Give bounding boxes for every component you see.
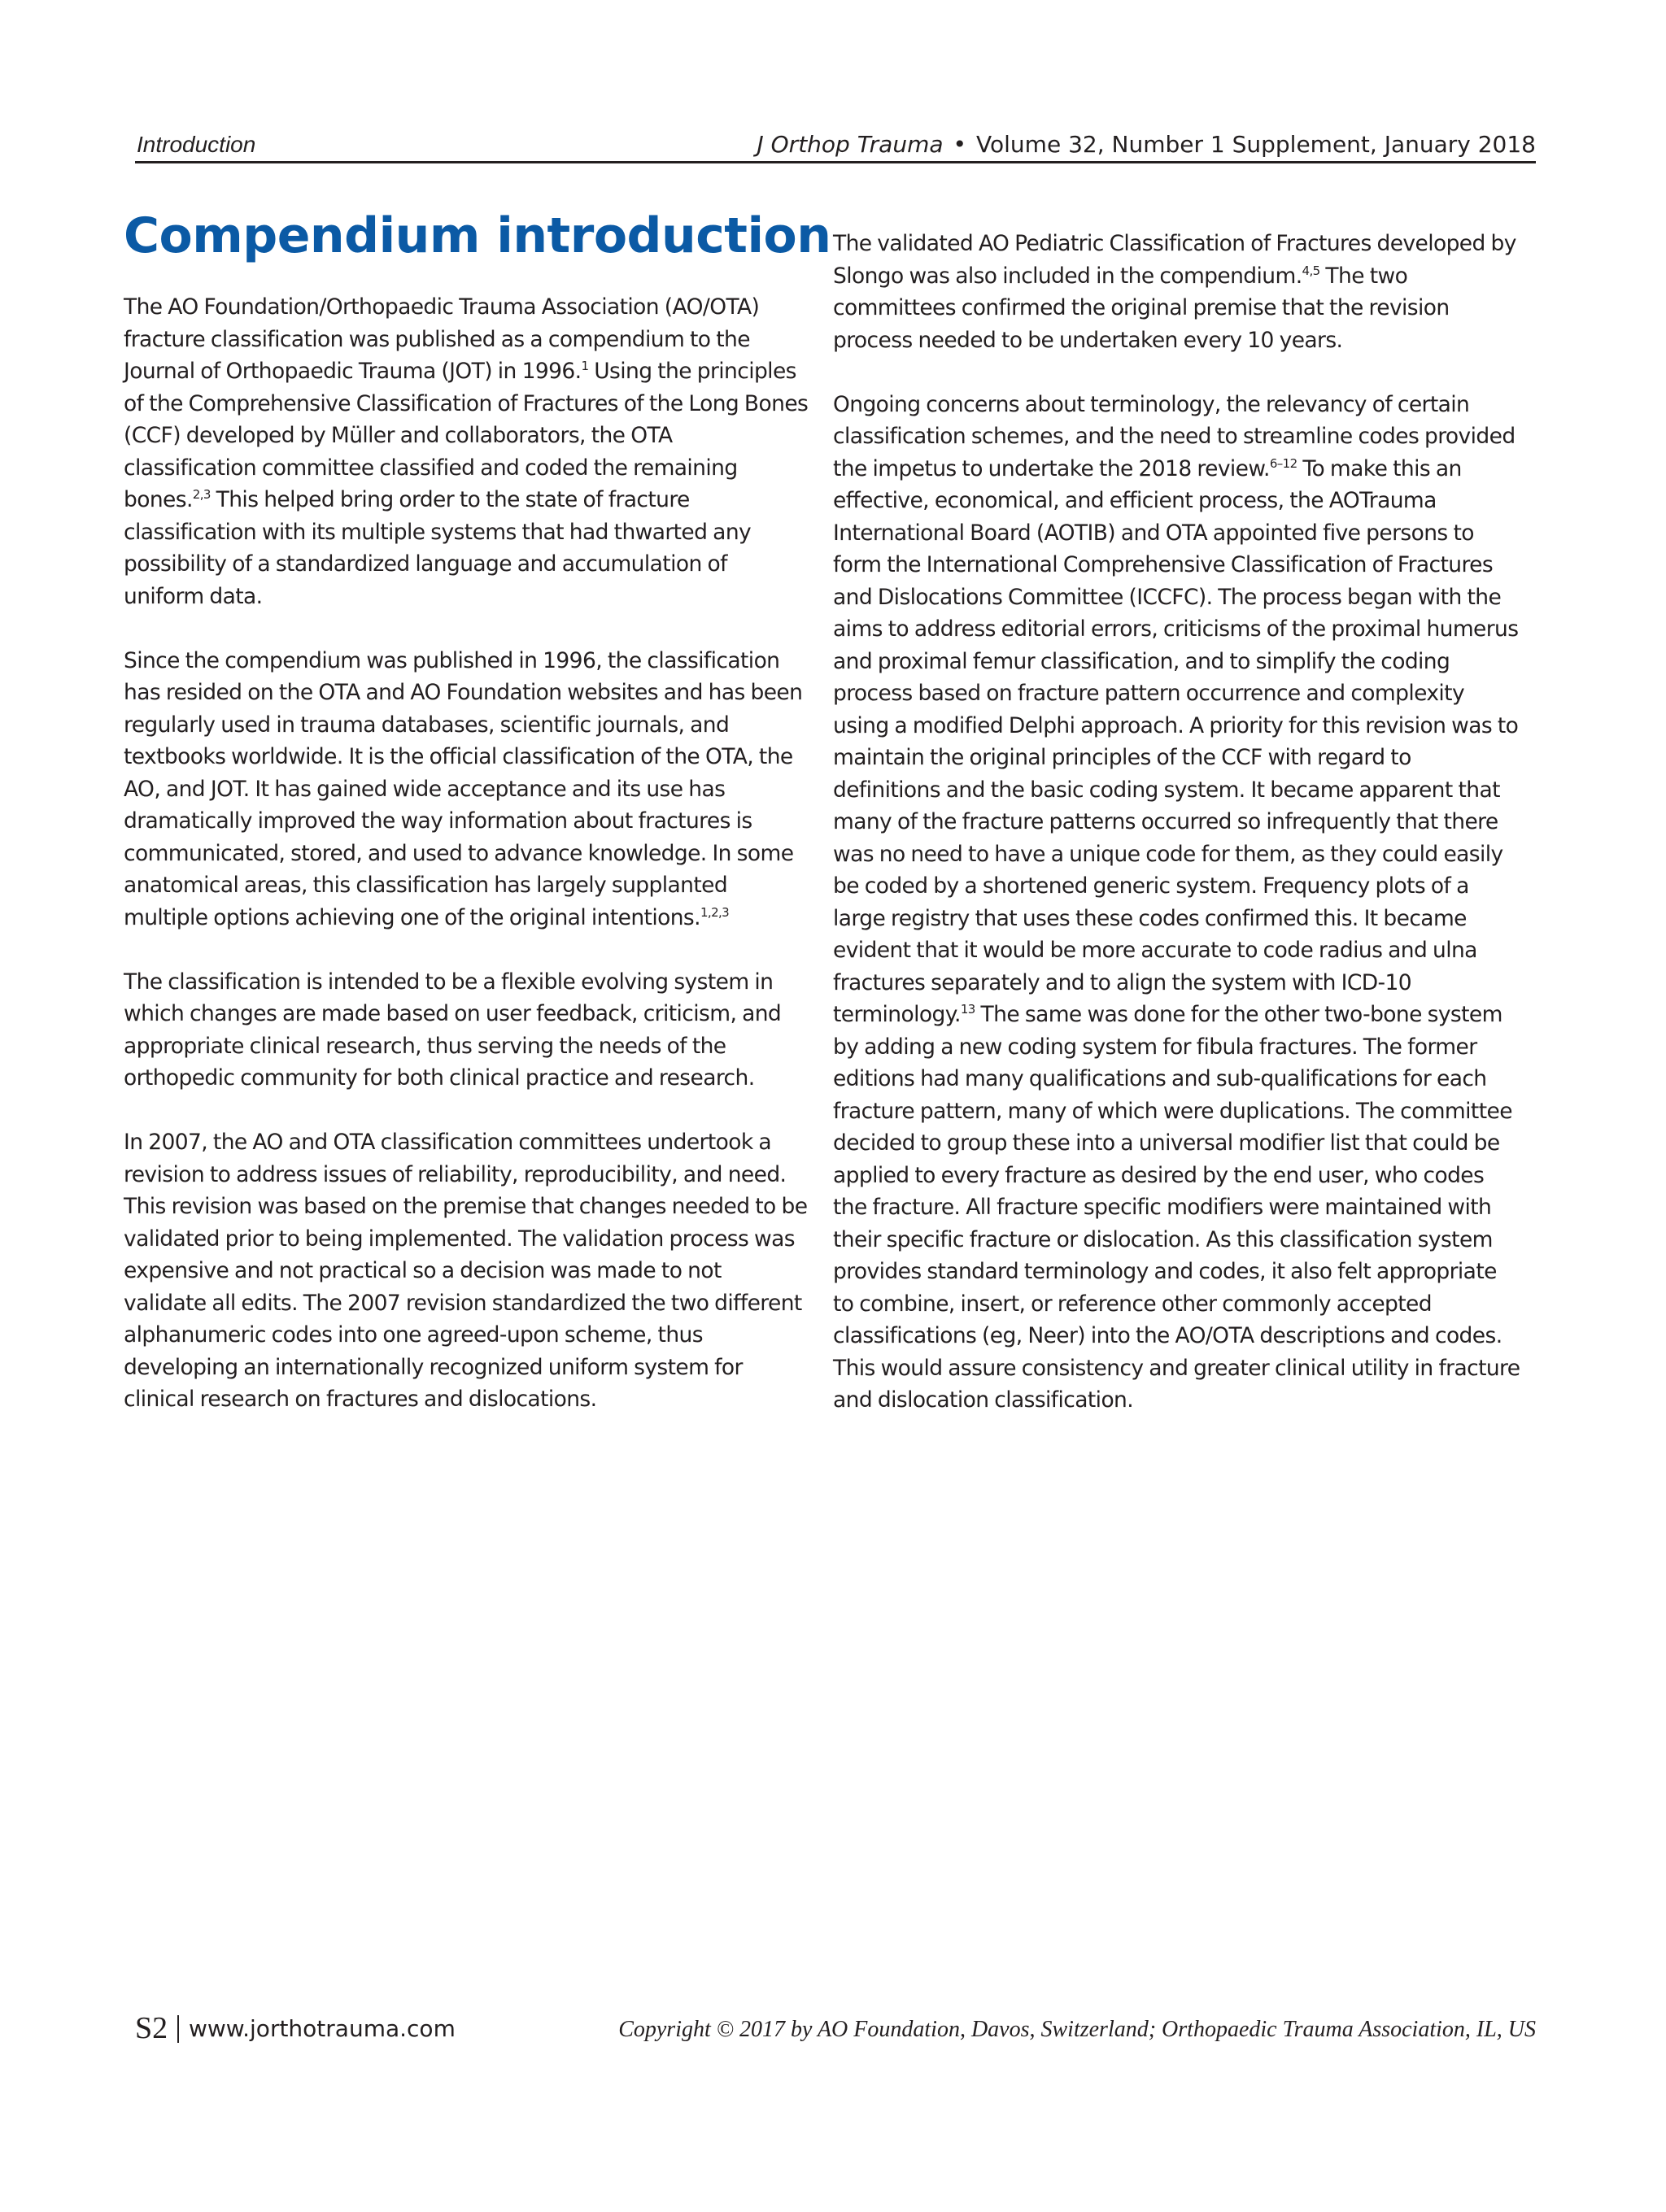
header-journal-citation [757,125,1536,164]
citation-ref: 2,3 [192,487,211,502]
header-bullet: • [953,131,967,158]
header-journal-name: J Orthop Trauma [757,131,944,158]
paragraph-left-2 [124,645,809,934]
page-number: S2 [135,2011,168,2045]
article-title: Compendium introduction [124,207,831,264]
paragraph-left-1 [124,291,809,612]
paragraph-text: The two committees confirmed the original premise that the revision process needed to be undertaken every 10 years. [833,263,1450,353]
page-footer [135,2005,1536,2054]
journal-url-link[interactable]: www.jorthotrauma.com [189,2015,456,2042]
citation-ref: 4,5 [1302,263,1320,278]
paragraph-left-3: The classification is intended to be a flexible evolving system in which changes are made based on user feedback, criticism, and appropriate clinical research, thus serving the needs of the orthopedic community for both clinical practice and research. [124,969,782,1091]
paragraph-right-2 [833,389,1521,1417]
running-header [135,122,1536,163]
header-section-label: Introduction [137,132,256,157]
paragraph-text: Ongoing concerns about terminology, the relevancy of certain classification schemes, and the need to streamline codes provided the impetus to undertake the 2018 review. [833,391,1516,481]
right-column [833,228,1521,1448]
citation-ref: 13 [960,1002,975,1017]
paragraph-left-4: In 2007, the AO and OTA classification committees undertook a revision to address issues of reliability, reproducibility, and need. This revision was based on the premise that changes needed to be validated prior to being implemented. The validation process was expensive and not practical so a decision was made to not validate all edits. The 2007 revision standardized the two different alphanumeric codes into one agreed-upon scheme, thus developing an internationally recognized uniform system for clinical research on fractures and dislocations. [124,1130,808,1412]
paragraph-text: Using the principles of the Comprehensive Classification of Fractures of the Long Bones (CCF) developed by Müller and collaborators, the OTA classification committee classified and coded the remaining bones. [124,359,809,512]
paragraph-text: Since the compendium was published in 1996, the classification has resided on the OTA and AO Foundation websites and has been regularly used in trauma databases, scientific journals, and textbooks worldwide. It is the official classification of the OTA, the AO, and JOT. It has gained wide acceptance and its use has dramatically improved the way information about fractures is communicated, stored, and used to advance knowledge. In some anatomical areas, this classification has largely supplanted multiple options achieving one of the original intentions. [124,647,803,930]
paragraph-text: This helped bring order to the state of fracture classification with its multiple systems that had thwarted any possibility of a standardized language and accumulation of uniform data. [124,487,752,609]
citation-ref: 1,2,3 [700,904,730,920]
left-column [124,291,809,1448]
paragraph-right-1 [833,228,1521,356]
copyright-notice: Copyright © 2017 by AO Foundation, Davos, Switzerland; Orthopaedic Trauma Association, IL, US [618,2017,1536,2042]
paragraph-text: To make this an effective, economical, and efficient process, the AOTrauma International Board (AOTIB) and OTA appointed five persons to form the International Comprehensive Classification of Fractures and Dislocations Committee (ICCFC). The process began with the aims to address editorial errors, criticisms of the proximal humerus and proximal femur classification, and to simplify the coding process based on fracture pattern occurrence and complexity using a modified Delphi approach. A priority for this revision was to maintain the original principles of the CCF with regard to definitions and the basic coding system. It became apparent that many of the fracture patterns occurred so infrequently that there was no need to have a unique code for them, as they could easily be coded by a shortened generic system. Frequency plots of a large registry that uses these codes confirmed this. It became evident that it would be more accurate to code radius and ulna fractures separately and to align the system with ICD-10 terminology. [833,455,1519,1027]
paragraph-text: The validated AO Pediatric Classification of Fractures developed by Slongo was also included in the compendium. [833,231,1516,289]
header-issue: Volume 32, Number 1 Supplement, January 2018 [976,131,1536,158]
citation-ref: 6–12 [1269,455,1297,471]
footer-divider [177,2015,179,2043]
paragraph-text: The AO Foundation/Orthopaedic Trauma Association (AO/OTA) fracture classification was published as a compendium to the Journal of Orthopaedic Trauma (JOT) in 1996. [124,294,760,384]
citation-ref: 1 [581,359,589,373]
paragraph-text: The same was done for the other two-bone system by adding a new coding system for fibula fractures. The former editions had many qualifications and sub-qualifications for each fracture pattern, many of which were duplications. The committee decided to group these into a universal modifier list that could be applied to every fracture as desired by the end user, who codes the fracture. All fracture specific modifiers were maintained with their specific fracture or dislocation. As this classification system provides standard terminology and codes, it also felt appropriate to combine, insert, or reference other commonly accepted classifications (eg, Neer) into the AO/OTA descriptions and codes. This would assure consistency and greater clinical utility in fracture and dislocation classification. [833,1002,1520,1413]
